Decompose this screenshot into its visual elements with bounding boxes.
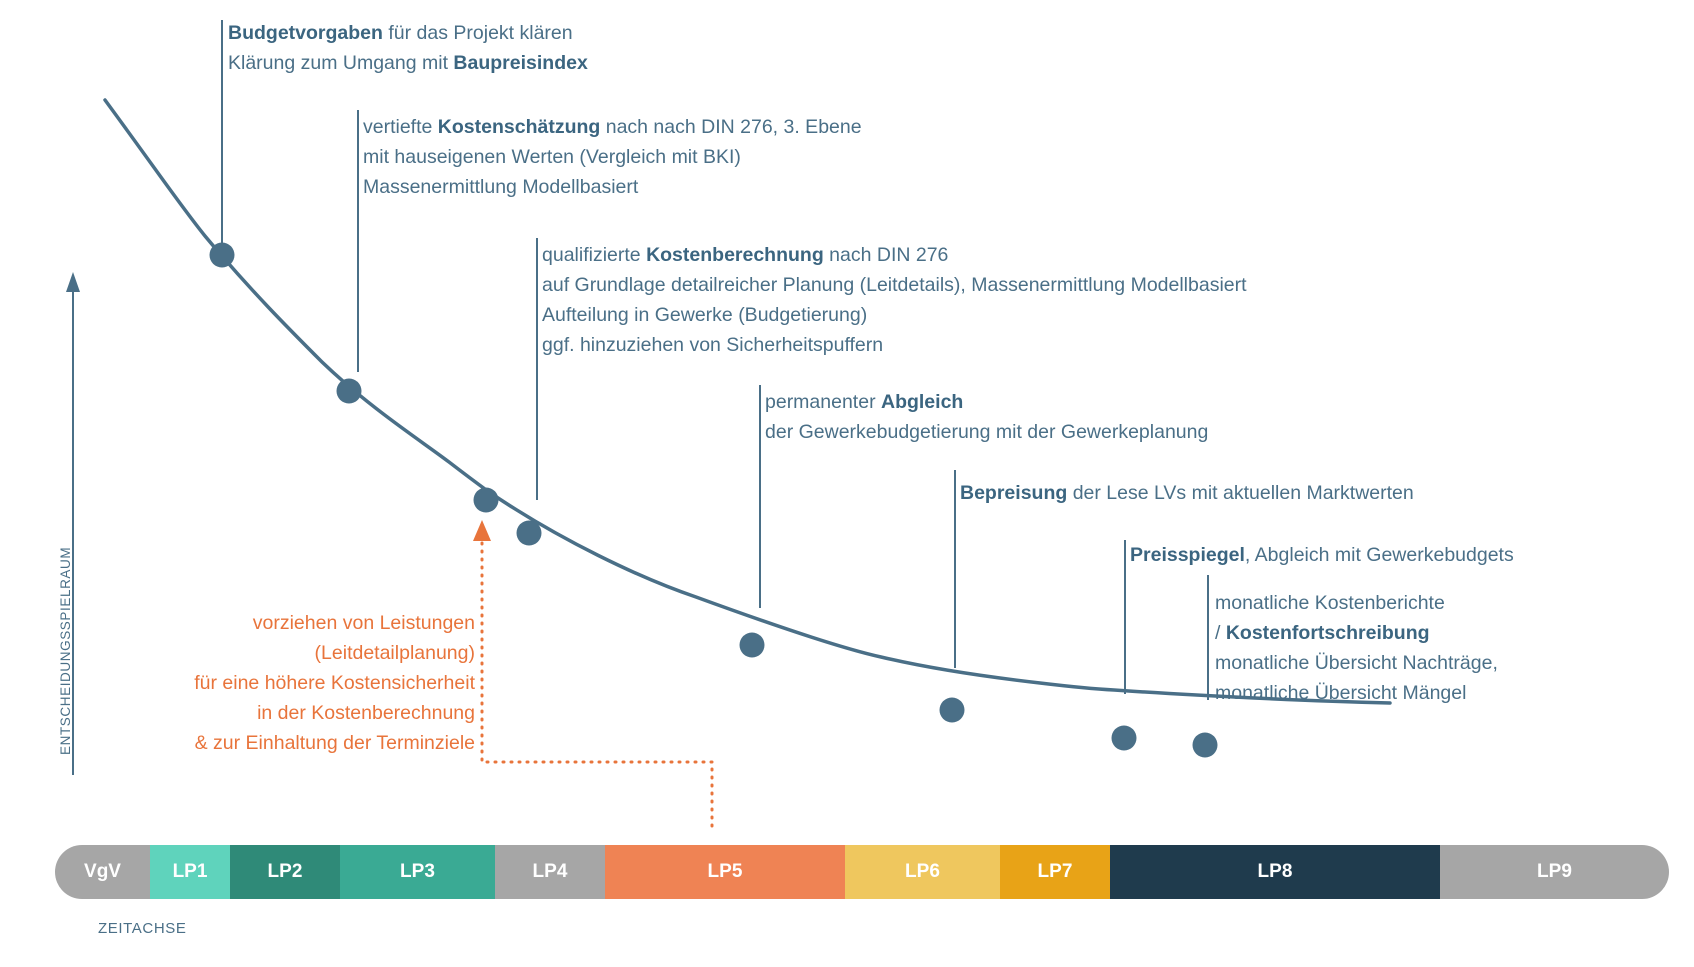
orange-note-line: in der Kostenberechnung: [257, 702, 475, 724]
marker-lp1: [210, 243, 235, 268]
y-axis-label: ENTSCHEIDUNGSSPIELRAUM: [58, 546, 73, 755]
annotation-line: permanenter Abgleich: [765, 391, 964, 413]
annotation-preisspiegel: [1130, 540, 1514, 570]
orange-note: [60, 608, 475, 758]
annotation-line: monatliche Übersicht Mängel: [1215, 682, 1467, 704]
annotation-budgetvorgaben: [228, 18, 588, 78]
annotation-line: Budgetvorgaben für das Projekt klären: [228, 22, 573, 44]
annotation-bepreisung: [960, 478, 1414, 508]
annotation-line: Aufteilung in Gewerke (Budgetierung): [542, 304, 868, 326]
annotation-abgleich: [765, 387, 1208, 447]
phase-segment-lp8[interactable]: LP8: [1110, 845, 1440, 899]
orange-note-line: vorziehen von Leistungen: [252, 612, 475, 634]
annotation-line: ggf. hinzuziehen von Sicherheitspuffern: [542, 334, 884, 356]
marker-lp2: [337, 379, 362, 404]
orange-note-line: & zur Einhaltung der Terminziele: [194, 732, 475, 754]
annotation-line: vertiefte Kostenschätzung nach nach DIN 276, 3. Ebene: [363, 116, 862, 138]
annotation-line: Preisspiegel, Abgleich mit Gewerkebudgets: [1130, 544, 1514, 566]
annotation-kostenschaetzung: [363, 112, 862, 202]
orange-note-line: (Leitdetailplanung): [314, 642, 475, 664]
phase-segment-lp7[interactable]: LP7: [1000, 845, 1110, 899]
annotation-line: monatliche Übersicht Nachträge,: [1215, 652, 1498, 674]
marker-lp5: [740, 633, 765, 658]
marker-lp3: [474, 488, 499, 513]
annotation-line: qualifizierte Kostenberechnung nach DIN 276: [542, 244, 949, 266]
phase-segment-lp5[interactable]: LP5: [605, 845, 845, 899]
orange-note-line: für eine höhere Kostensicherheit: [194, 672, 475, 694]
annotation-line: Klärung zum Umgang mit Baupreisindex: [228, 52, 588, 74]
annotation-line: auf Grundlage detailreicher Planung (Leitdetails), Massenermittlung Modellbasiert: [542, 274, 1247, 296]
annotation-line: / Kostenfortschreibung: [1215, 622, 1430, 644]
marker-lp7: [1112, 726, 1137, 751]
orange-arrow-icon: [473, 520, 491, 541]
marker-lp4: [517, 521, 542, 546]
annotation-line: monatliche Kostenberichte: [1215, 592, 1445, 614]
phase-segment-vgv[interactable]: VgV: [55, 845, 150, 899]
marker-lp6: [940, 698, 965, 723]
annotation-line: Massenermittlung Modellbasiert: [363, 176, 639, 198]
phase-segment-lp1[interactable]: LP1: [150, 845, 230, 899]
x-axis-label: ZEITACHSE: [98, 920, 187, 937]
orange-connector: [482, 535, 712, 830]
phase-segment-lp9[interactable]: LP9: [1440, 845, 1669, 899]
annotation-line: der Gewerkebudgetierung mit der Gewerkeplanung: [765, 421, 1209, 443]
marker-lp8: [1193, 733, 1218, 758]
phase-segment-lp6[interactable]: LP6: [845, 845, 1000, 899]
phase-segment-lp4[interactable]: LP4: [495, 845, 605, 899]
phase-segment-lp3[interactable]: LP3: [340, 845, 495, 899]
phase-bar: [55, 845, 1669, 899]
annotation-kostenberechnung: [542, 240, 1247, 360]
annotation-kostenberichte: [1215, 588, 1498, 708]
phase-segment-lp2[interactable]: LP2: [230, 845, 340, 899]
annotation-line: mit hauseigenen Werten (Vergleich mit BKI): [363, 146, 741, 168]
annotation-line: Bepreisung der Lese LVs mit aktuellen Marktwerten: [960, 482, 1414, 504]
